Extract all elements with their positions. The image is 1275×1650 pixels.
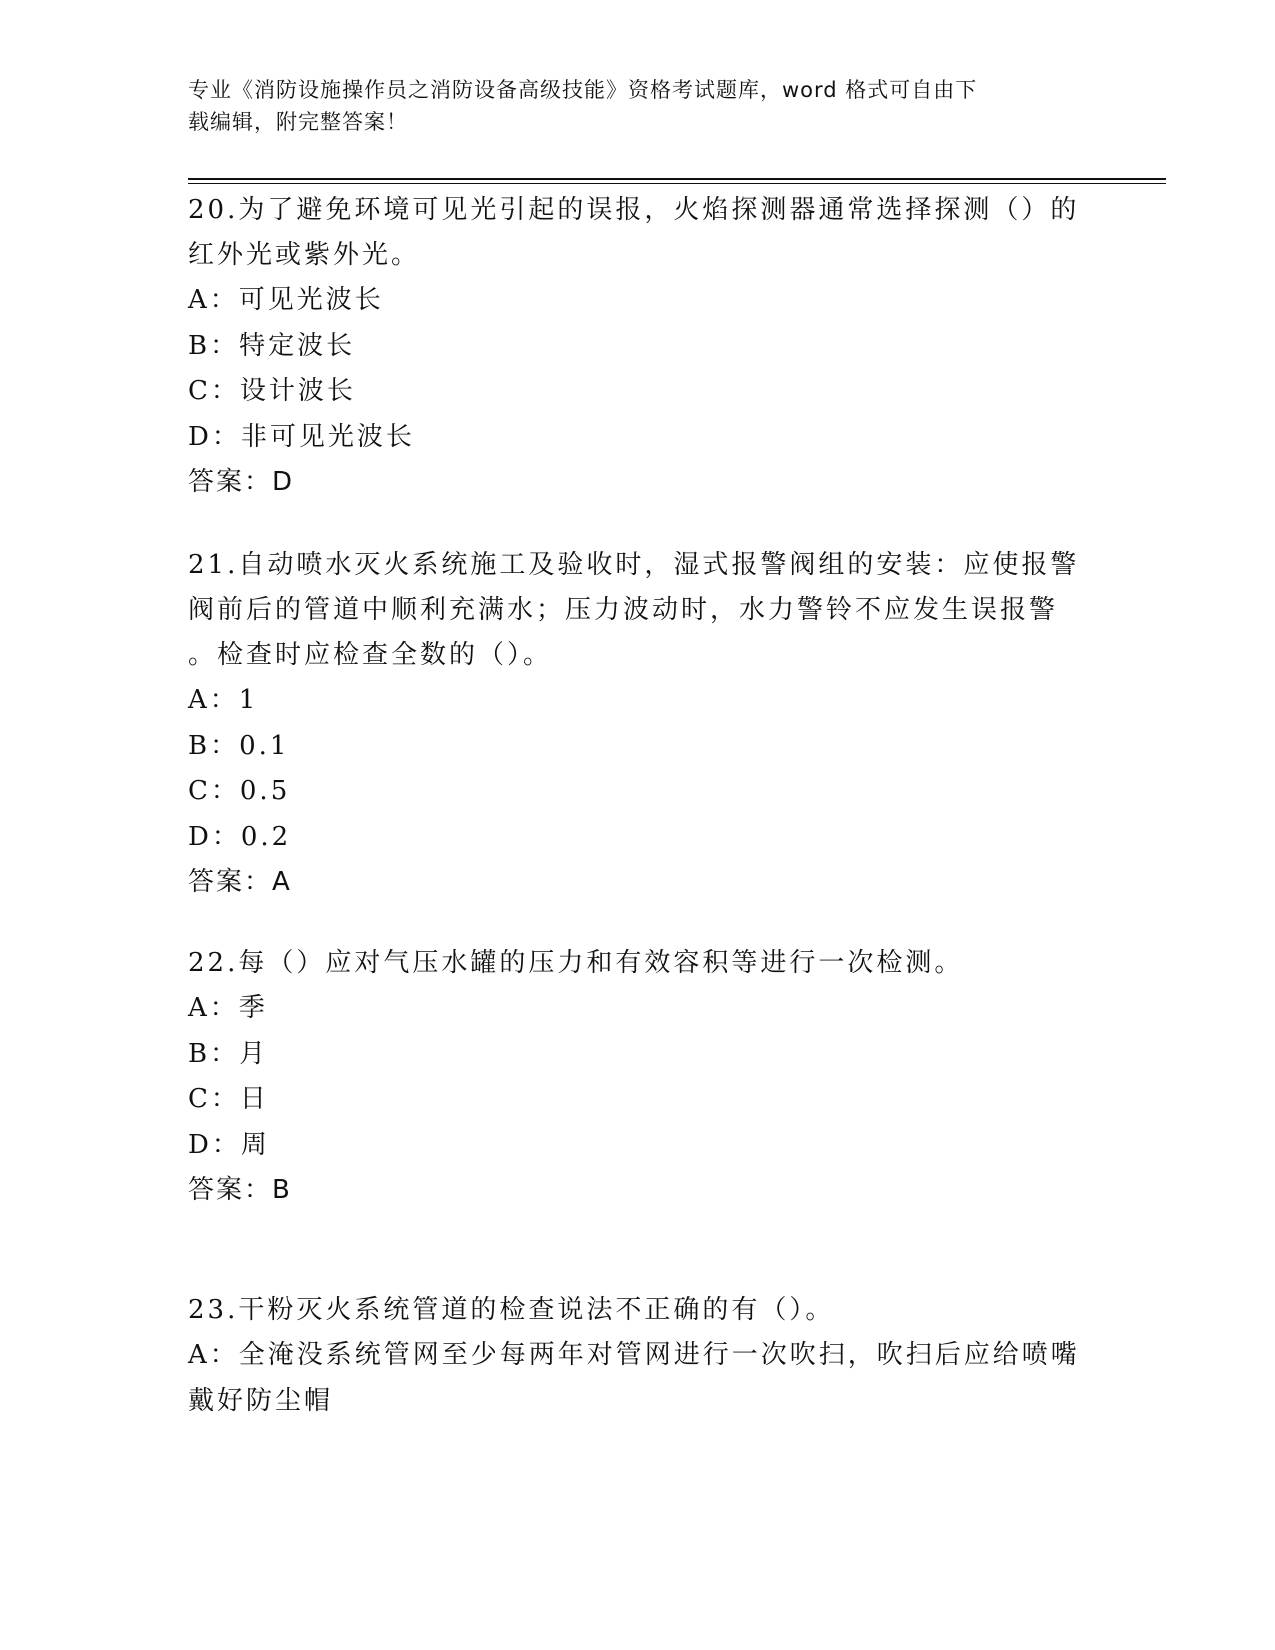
question-text-line: 。检查时应检查全数的（）。: [188, 640, 553, 670]
option-d: D：周: [188, 1129, 270, 1160]
answer-line: 答案：D: [188, 467, 295, 497]
option-a-continued: 戴好防尘帽: [188, 1385, 334, 1416]
option-c: C：0.5: [188, 776, 291, 806]
question-text-line: 21.自动喷水灭火系统施工及验收时，湿式报警阀组的安装：应使报警: [188, 550, 1080, 580]
header-line-2: 载编辑，附完整答案！: [188, 110, 408, 134]
option-a: A：全淹没系统管网至少每两年对管网进行一次吹扫，吹扫后应给喷嘴: [188, 1340, 1080, 1370]
header-line-1: 专业《消防设施操作员之消防设备高级技能》资格考试题库，word 格式可自由下: [188, 78, 978, 102]
question-text-line: 红外光或紫外光。: [188, 240, 421, 270]
question-text-line: 23.干粉灭火系统管道的检查说法不正确的有（）。: [188, 1295, 835, 1325]
question-20: [188, 188, 1088, 505]
question-23: [188, 1288, 1088, 1424]
option-b: B：月: [188, 1038, 269, 1069]
option-c: C：日: [188, 1084, 269, 1114]
option-a: A：可见光波长: [188, 285, 384, 315]
option-a: A：1: [188, 685, 259, 715]
answer-line: 答案：A: [188, 867, 292, 897]
question-22: [188, 941, 1088, 1213]
question-21: [188, 543, 1088, 905]
option-b: B：特定波长: [188, 330, 356, 361]
option-d: D：非可见光波长: [188, 421, 415, 452]
document-header: [188, 74, 1078, 138]
question-text-line: 22.每（）应对气压水罐的压力和有效容积等进行一次检测。: [188, 948, 964, 978]
question-text-line: 阀前后的管道中顺利充满水；压力波动时，水力警铃不应发生误报警: [188, 595, 1059, 625]
option-b: B：0.1: [188, 730, 290, 761]
header-divider-thin: [188, 183, 1166, 184]
header-divider-thick: [188, 178, 1166, 180]
question-text-line: 20.为了避免环境可见光引起的误报，火焰探测器通常选择探测（）的: [188, 195, 1080, 225]
option-c: C：设计波长: [188, 376, 356, 406]
answer-line: 答案：B: [188, 1175, 292, 1205]
option-d: D：0.2: [188, 821, 292, 852]
option-a: A：季: [188, 993, 268, 1023]
